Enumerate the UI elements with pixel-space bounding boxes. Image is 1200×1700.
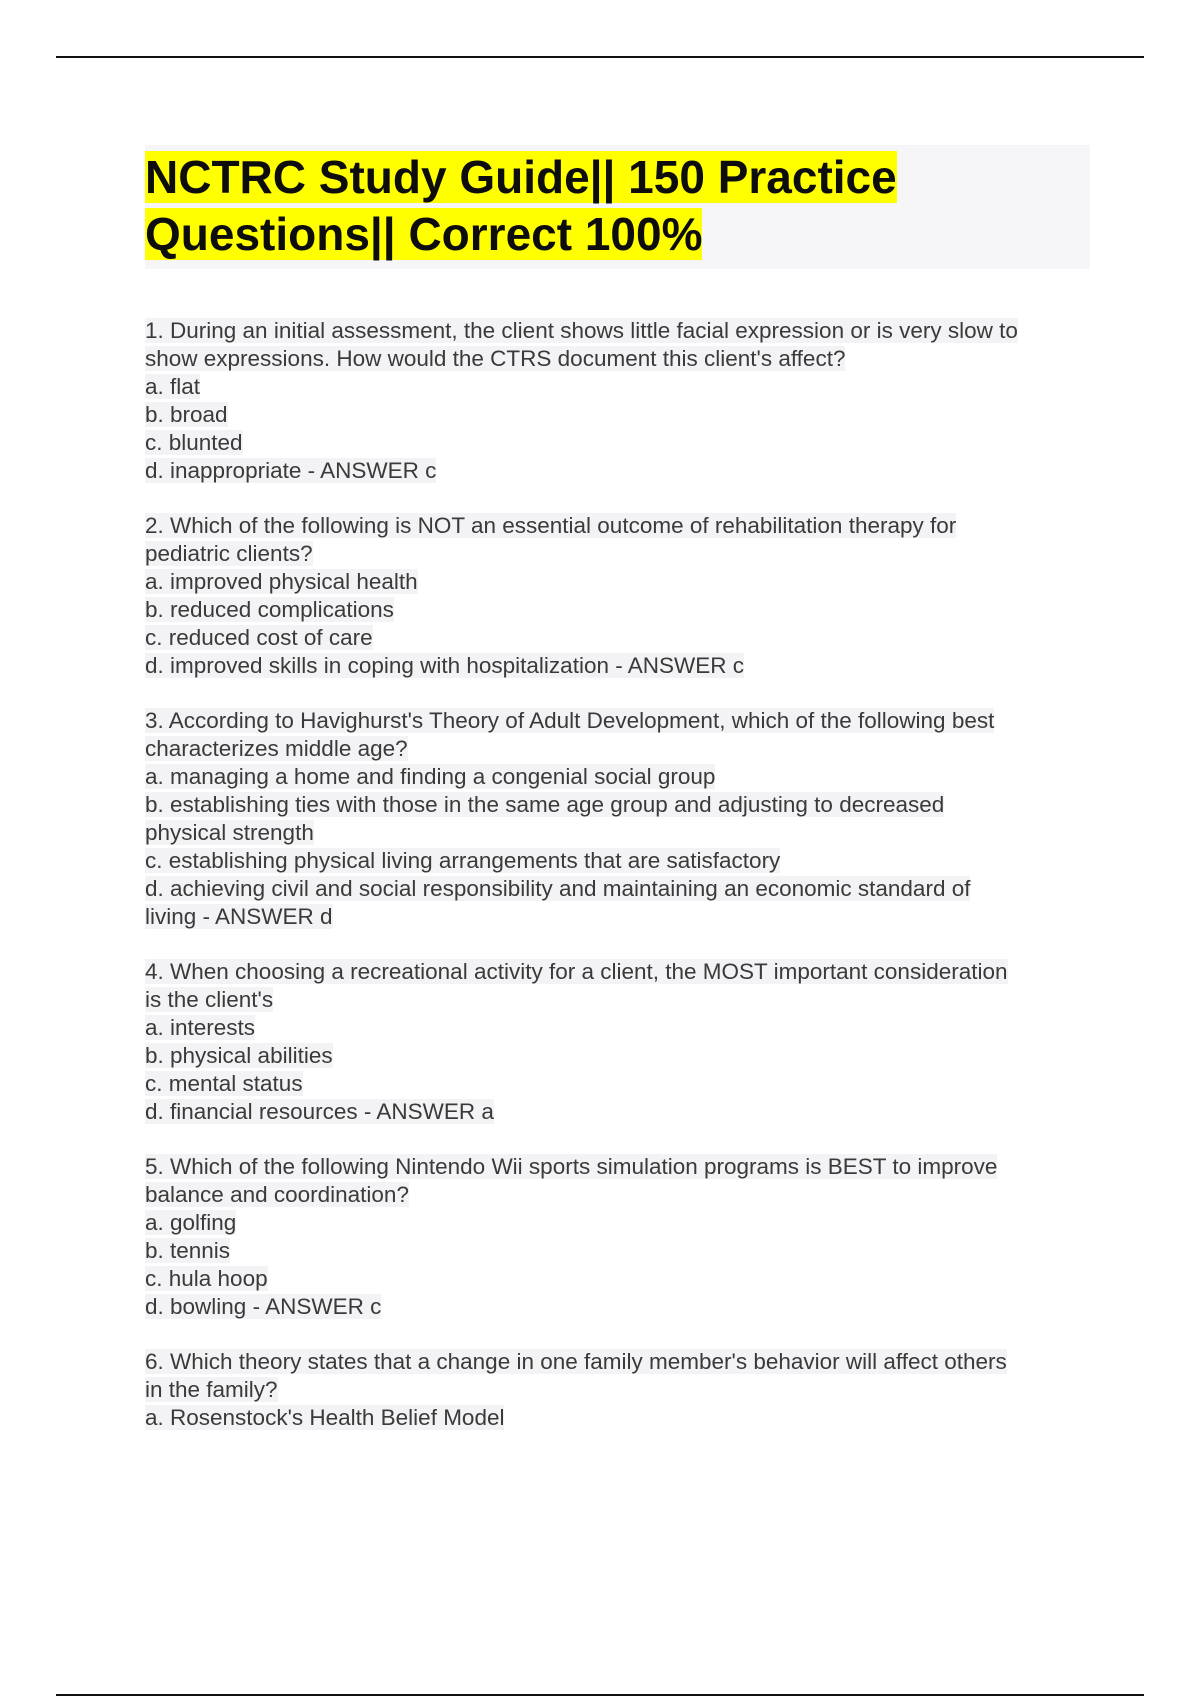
question-text: 2. Which of the following is NOT an essential outcome of rehabilitation therapy for xyxy=(145,513,957,538)
title-line xyxy=(145,206,1090,263)
answer-option: c. hula hoop xyxy=(145,1266,268,1291)
question-text: show expressions. How would the CTRS document this client's affect? xyxy=(145,346,846,371)
document-title xyxy=(145,145,1090,269)
question-text: 4. When choosing a recreational activity for a client, the MOST important consideration xyxy=(145,959,1008,984)
question-6 xyxy=(145,1348,1090,1432)
title-text: Questions|| Correct 100% xyxy=(145,208,703,260)
question-text: balance and coordination? xyxy=(145,1182,409,1207)
answer-option: b. establishing ties with those in the same age group and adjusting to decreased xyxy=(145,792,945,817)
answer-option: b. reduced complications xyxy=(145,597,394,622)
answer-option: b. tennis xyxy=(145,1238,231,1263)
answer-option: a. managing a home and finding a congenial social group xyxy=(145,764,716,789)
answer-option: c. mental status xyxy=(145,1071,303,1096)
answer-option: d. achieving civil and social responsibility and maintaining an economic standard of xyxy=(145,876,971,901)
answer-option: a. improved physical health xyxy=(145,569,418,594)
question-text: in the family? xyxy=(145,1377,278,1402)
top-rule xyxy=(56,56,1144,58)
question-2 xyxy=(145,512,1090,680)
question-4 xyxy=(145,958,1090,1126)
answer-option: a. interests xyxy=(145,1015,256,1040)
answer-option: c. reduced cost of care xyxy=(145,625,373,650)
question-1 xyxy=(145,317,1090,485)
answer-option: a. flat xyxy=(145,374,201,399)
question-text: 6. Which theory states that a change in one family member's behavior will affect others xyxy=(145,1349,1007,1374)
title-line xyxy=(145,149,1090,206)
question-text: pediatric clients? xyxy=(145,541,313,566)
question-text: 5. Which of the following Nintendo Wii sports simulation programs is BEST to improve xyxy=(145,1154,998,1179)
question-text: 3. According to Havighurst's Theory of Adult Development, which of the following best xyxy=(145,708,995,733)
question-3 xyxy=(145,707,1090,931)
question-text: characterizes middle age? xyxy=(145,736,408,761)
answer-option: living - ANSWER d xyxy=(145,904,333,929)
title-text: NCTRC Study Guide|| 150 Practice xyxy=(145,151,897,203)
question-text: is the client's xyxy=(145,987,274,1012)
answer-option: c. establishing physical living arrangements that are satisfactory xyxy=(145,848,781,873)
answer-option: d. bowling - ANSWER c xyxy=(145,1294,382,1319)
answer-option: physical strength xyxy=(145,820,314,845)
answer-option: d. improved skills in coping with hospitalization - ANSWER c xyxy=(145,653,744,678)
question-text: 1. During an initial assessment, the client shows little facial expression or is very slow to xyxy=(145,318,1018,343)
document-body xyxy=(145,145,1090,1459)
answer-option: a. Rosenstock's Health Belief Model xyxy=(145,1405,505,1430)
answer-option: c. blunted xyxy=(145,430,243,455)
bottom-rule xyxy=(56,1694,1144,1696)
answer-option: d. financial resources - ANSWER a xyxy=(145,1099,494,1124)
answer-option: b. physical abilities xyxy=(145,1043,333,1068)
answer-option: b. broad xyxy=(145,402,228,427)
answer-option: a. golfing xyxy=(145,1210,237,1235)
question-5 xyxy=(145,1153,1090,1321)
answer-option: d. inappropriate - ANSWER c xyxy=(145,458,437,483)
